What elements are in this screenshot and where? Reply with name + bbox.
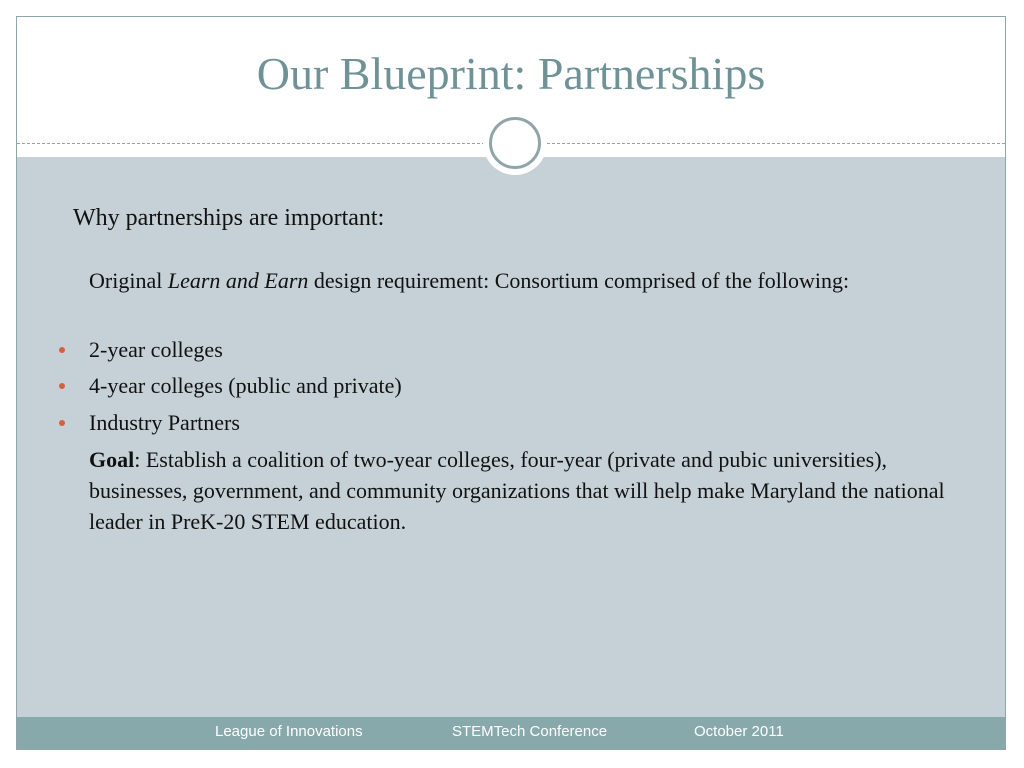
bullet-text: Industry Partners xyxy=(89,410,240,435)
footer-organization: League of Innovations xyxy=(215,723,363,740)
bullet-text: 4-year colleges (public and private) xyxy=(89,373,402,398)
footer-date: October 2011 xyxy=(694,723,784,740)
bullet-text: 2-year colleges xyxy=(89,337,223,362)
intro-prefix: Original xyxy=(89,268,168,293)
bullet-icon xyxy=(59,383,65,389)
intro-suffix: design requirement: Consortium comprised of the following: xyxy=(308,268,850,293)
footer-event: STEMTech Conference xyxy=(452,723,608,740)
intro-emphasis: Learn and Earn xyxy=(167,268,309,293)
slide-title: Our Blueprint: Partnerships xyxy=(256,48,766,99)
goal-paragraph xyxy=(89,444,969,537)
goal-label: Goal xyxy=(89,447,135,472)
slide-footer xyxy=(17,717,1005,750)
goal-text: : Establish a coalition of two-year colleges, four-year (private and pubic universities), businesses, government, and community organizations that will help make Maryland the national leader in PreK-20 STEM education. xyxy=(89,447,945,534)
bullet-icon xyxy=(59,420,65,426)
section-heading: Why partnerships are important: xyxy=(73,205,385,231)
bullet-icon xyxy=(59,347,65,353)
ring-center xyxy=(494,122,536,164)
intro-paragraph xyxy=(89,265,969,296)
